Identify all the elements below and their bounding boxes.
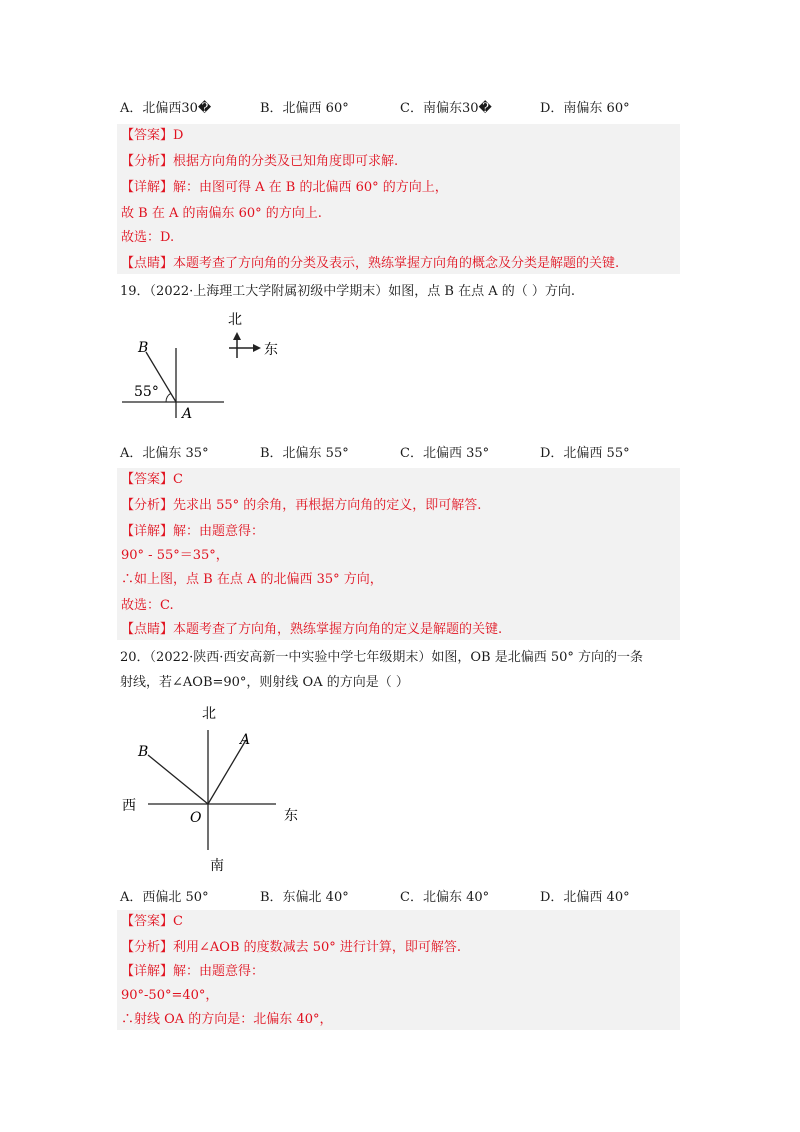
q20-options [120, 886, 680, 906]
q20-detail-2: 90°-50°=40°， [121, 988, 219, 1003]
q19-options [120, 442, 680, 462]
q18-detail-2: 故 B 在 A 的南偏东 60° 的方向上. [121, 206, 322, 221]
q18-options [120, 97, 680, 117]
q18-analysis: 【分析】根据方向角的分类及已知角度即可求解. [121, 154, 399, 169]
q19-answer: 【答案】C [121, 472, 183, 487]
q18-choice: 故选：D. [121, 230, 175, 245]
q19-compass-north: 北 [228, 312, 242, 328]
q19-label-b: B [138, 340, 149, 356]
q18-solution [117, 124, 680, 274]
q20-solution [117, 910, 680, 1030]
q19-label-a: A [182, 406, 193, 422]
q19-compass-east-head [253, 344, 261, 352]
q20-label-b: B [138, 744, 149, 760]
q18-detail-1: 【详解】解：由图可得 A 在 B 的北偏西 60° 的方向上， [121, 180, 448, 195]
q20-option-a: A．西偏北 50° [120, 890, 209, 905]
q20-question-line-1: 20．（2022·陕西·西安高新一中实验中学七年级期末）如图，OB 是北偏西 50° 方向的一条 [120, 650, 644, 665]
q20-answer: 【答案】C [121, 914, 183, 929]
q20-option-c: C．北偏东 40° [400, 890, 490, 905]
q18-option-a: A．北偏西30� [120, 101, 212, 116]
q19-option-d: D．北偏西 55° [540, 446, 630, 461]
q20-label-a: A [240, 732, 251, 748]
q18-answer: 【答案】D [121, 128, 184, 143]
q18-option-b: B．北偏西 60° [260, 101, 349, 116]
q20-label-south: 南 [210, 858, 224, 874]
q19-comment: 【点睛】本题考查了方向角，熟练掌握方向角的定义是解题的关键. [121, 622, 503, 637]
q18-option-d: D．南偏东 60° [540, 101, 630, 116]
q20-label-west: 西 [122, 798, 136, 814]
q20-option-d: D．北偏西 40° [540, 890, 630, 905]
q19-detail-2: 90° - 55°＝35°， [121, 548, 229, 563]
q19-question: 19．（2022·上海理工大学附属初级中学期末）如图，点 B 在点 A 的（ ）方向. [120, 284, 575, 299]
q19-solution [117, 468, 680, 640]
q19-detail-3: ∴如上图，点 B 在点 A 的北偏西 35° 方向， [121, 572, 383, 587]
q19-compass-east: 东 [264, 342, 278, 358]
q19-label-angle: 55° [134, 384, 159, 400]
q20-detail-3: ∴射线 OA 的方向是：北偏东 40°， [121, 1012, 333, 1027]
q20-detail-1: 【详解】解：由题意得： [121, 964, 265, 979]
q19-analysis: 【分析】先求出 55° 的余角，再根据方向角的定义，即可解答. [121, 498, 482, 513]
q20-analysis: 【分析】利用∠AOB 的度数减去 50° 进行计算，即可解答. [121, 940, 462, 955]
q20-ray-oa [208, 740, 246, 804]
q19-figure [116, 310, 296, 430]
q19-option-c: C．北偏西 35° [400, 446, 490, 461]
q19-option-b: B．北偏东 55° [260, 446, 349, 461]
q18-option-c: C．南偏东30� [400, 101, 492, 116]
q20-figure [116, 700, 316, 880]
q20-option-b: B．东偏北 40° [260, 890, 349, 905]
q19-detail-1: 【详解】解：由题意得： [121, 524, 265, 539]
q19-angle-arc [166, 393, 171, 402]
q20-label-o: O [190, 810, 202, 826]
q20-question-line-2: 射线，若∠AOB=90°，则射线 OA 的方向是（ ） [120, 675, 409, 690]
q19-option-a: A．北偏东 35° [120, 446, 209, 461]
q20-label-east: 东 [284, 808, 298, 824]
q18-comment: 【点睛】本题考查了方向角的分类及表示，熟练掌握方向角的概念及分类是解题的关键. [121, 256, 620, 271]
q19-compass-north-head [233, 332, 241, 340]
q20-label-north: 北 [202, 706, 216, 722]
q19-choice: 故选：C. [121, 598, 174, 613]
q20-ray-ob [148, 755, 208, 804]
